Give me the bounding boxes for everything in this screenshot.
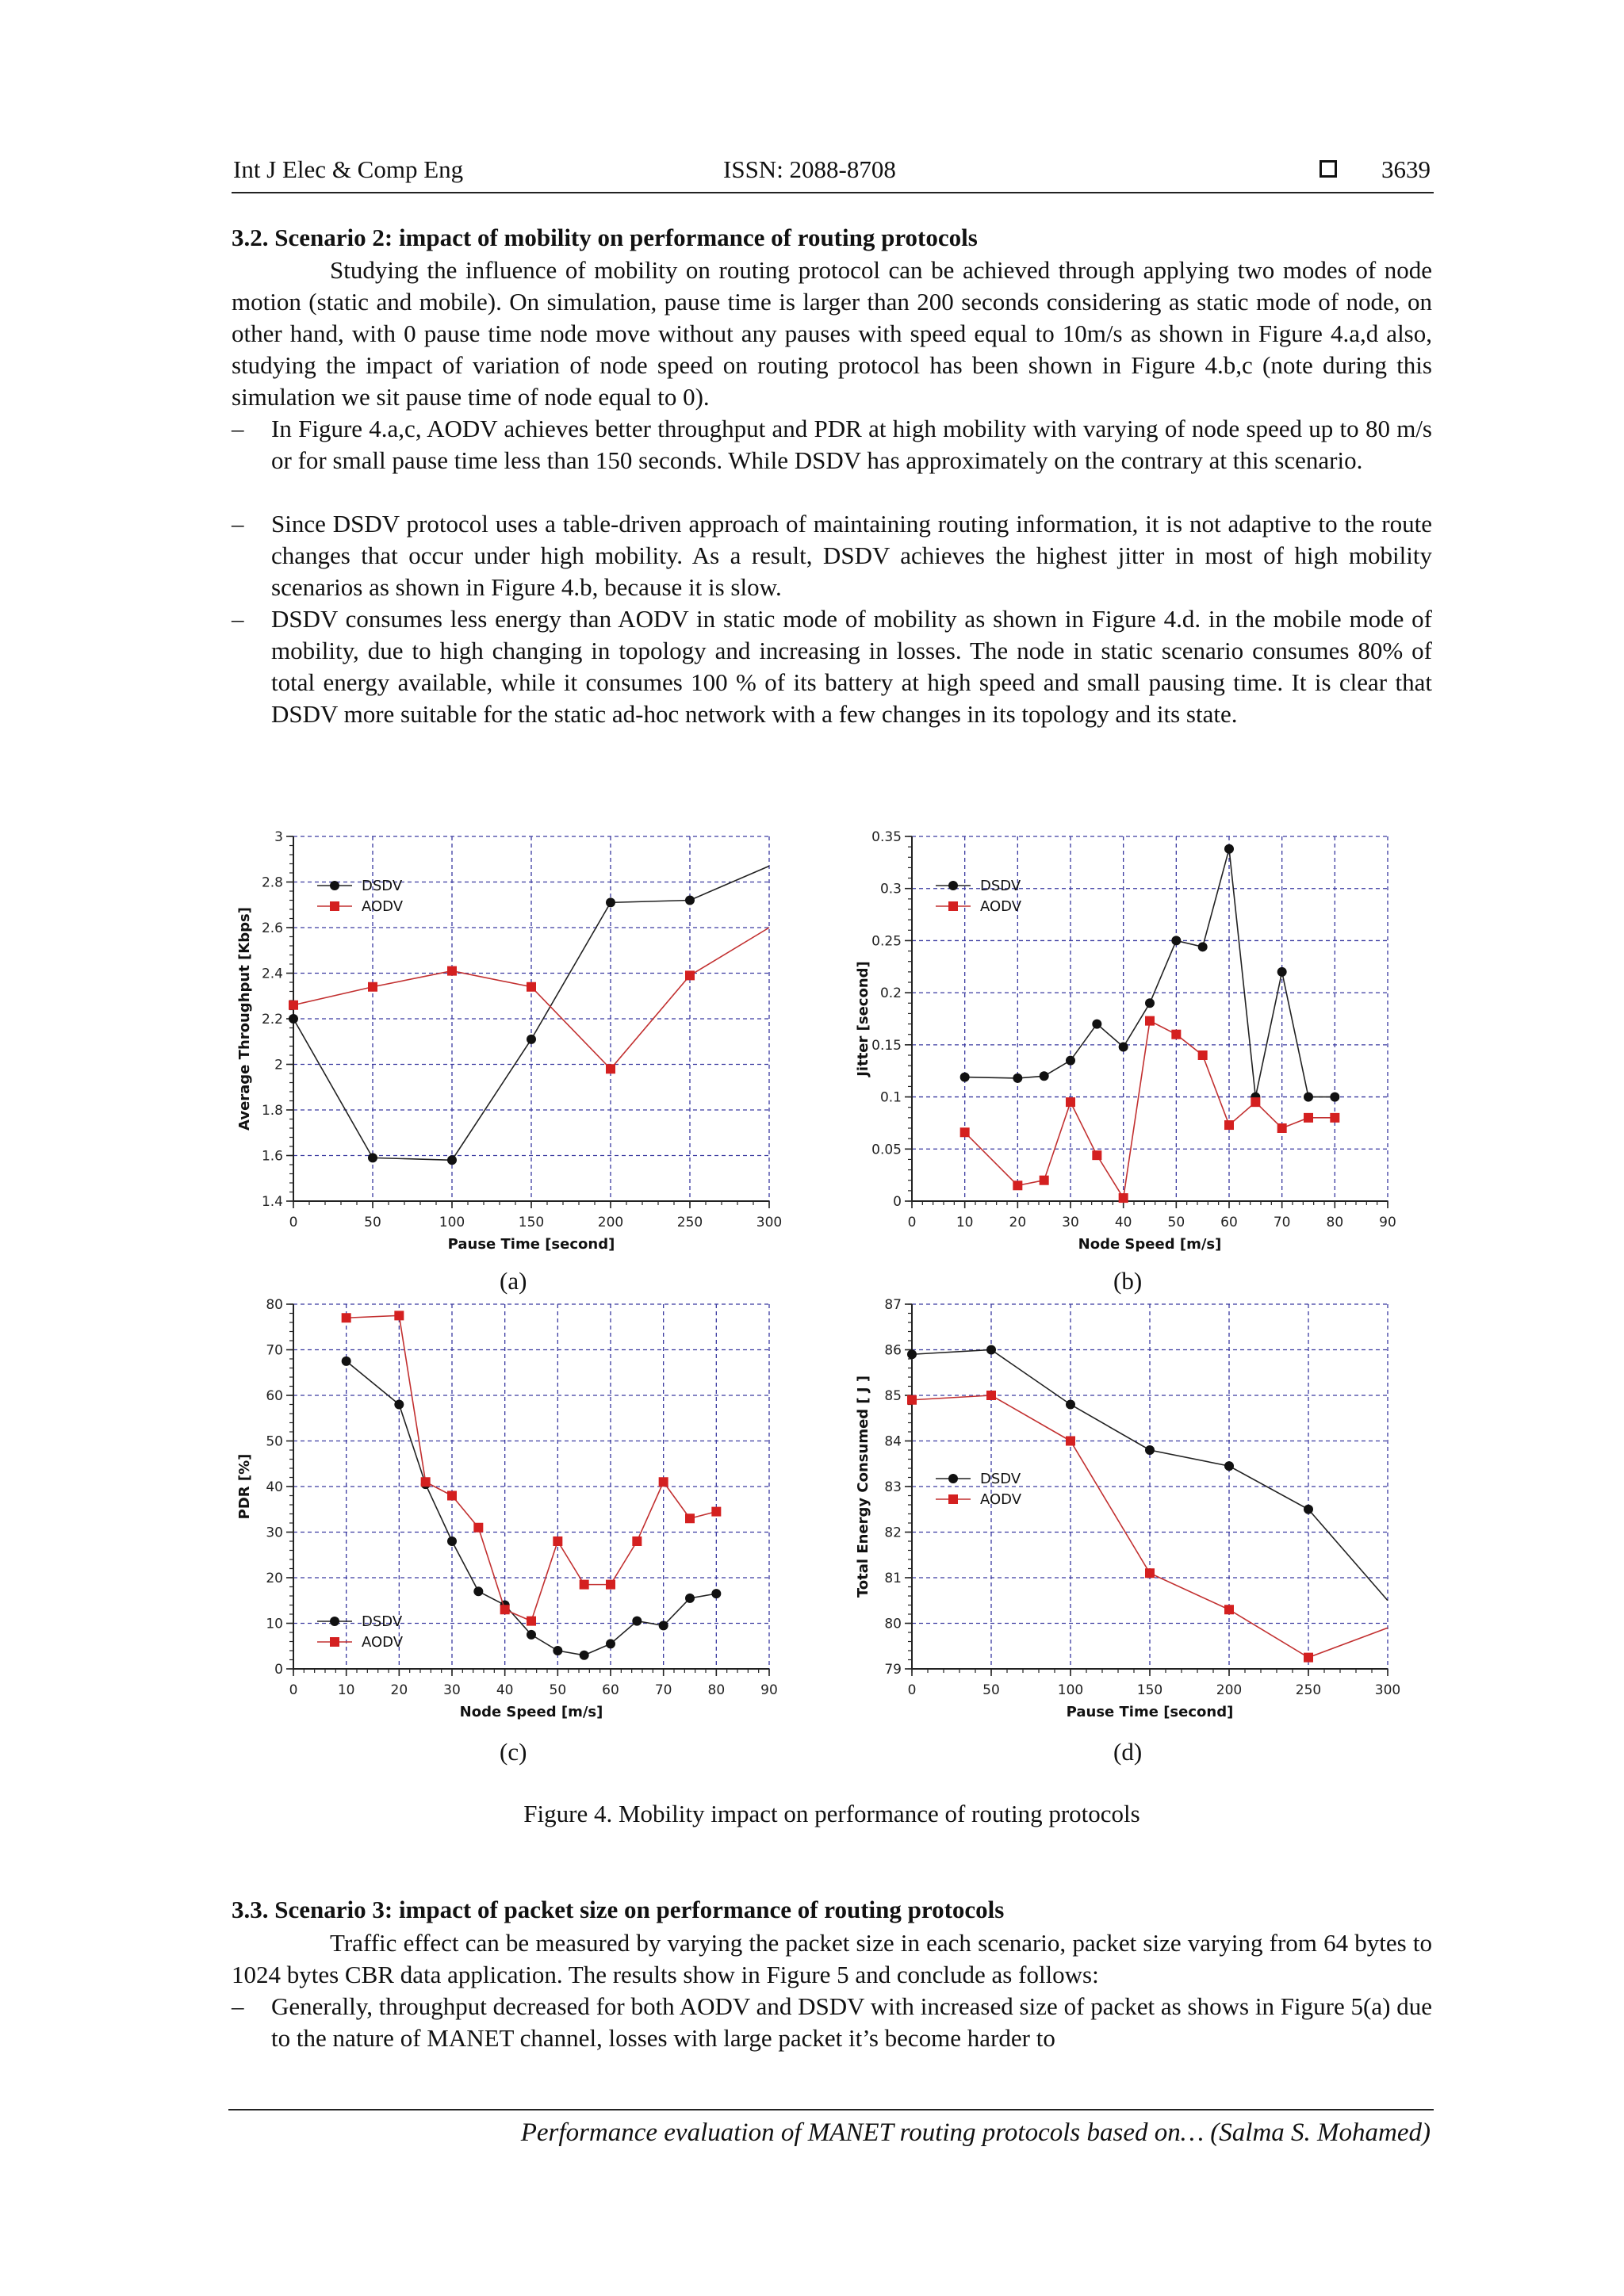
figure-caption: Figure 4. Mobility impact on performance of routing protocols — [523, 1800, 1140, 1827]
x-tick-label: 150 — [1136, 1682, 1163, 1698]
y-tick-label: 81 — [884, 1571, 902, 1586]
running-header — [232, 155, 1434, 193]
legend-label: AODV — [980, 1491, 1022, 1508]
data-point-dsdv — [289, 1014, 298, 1024]
data-point-dsdv — [447, 1155, 457, 1165]
x-tick-label: 200 — [1216, 1682, 1243, 1698]
subfigure-label-a: (a) — [500, 1267, 527, 1295]
x-tick-label: 0 — [907, 1215, 917, 1230]
x-axis-title: Pause Time [second] — [447, 1236, 615, 1253]
data-point-aodv — [1119, 1193, 1128, 1203]
data-point-dsdv — [685, 896, 695, 905]
data-point-aodv — [632, 1536, 642, 1546]
legend-label: DSDV — [980, 1471, 1021, 1487]
y-tick-label: 0.1 — [879, 1089, 902, 1106]
data-point-dsdv — [1040, 1071, 1049, 1081]
x-tick-label: 50 — [549, 1682, 567, 1698]
data-point-aodv — [1066, 1437, 1075, 1446]
data-point-aodv — [289, 1001, 298, 1010]
data-point-aodv — [1092, 1150, 1101, 1160]
data-point-aodv — [960, 1127, 970, 1137]
y-tick-label: 0.25 — [871, 933, 902, 950]
legend-marker — [330, 901, 339, 911]
y-tick-label: 0.3 — [879, 881, 902, 897]
chart-c — [230, 1292, 801, 1736]
x-tick-label: 20 — [390, 1682, 408, 1698]
y-tick-label: 0.15 — [871, 1037, 902, 1054]
y-tick-label: 79 — [884, 1662, 902, 1678]
series-line-aodv — [347, 1315, 717, 1621]
legend-marker — [330, 1617, 339, 1626]
data-point-dsdv — [685, 1594, 695, 1603]
data-point-dsdv — [907, 1349, 917, 1359]
y-tick-label: 84 — [884, 1433, 902, 1450]
y-tick-label: 40 — [266, 1479, 283, 1495]
data-point-aodv — [1013, 1181, 1022, 1190]
y-tick-label: 2.8 — [261, 874, 283, 891]
page-number: 3639 — [1381, 155, 1431, 183]
data-point-dsdv — [1304, 1093, 1313, 1102]
data-point-aodv — [1145, 1016, 1155, 1026]
x-tick-label: 250 — [676, 1215, 703, 1230]
legend-marker — [948, 901, 958, 911]
data-point-dsdv — [632, 1617, 642, 1626]
data-point-aodv — [447, 966, 457, 976]
y-tick-label: 10 — [266, 1616, 283, 1632]
subfigure-label-c: (c) — [500, 1738, 527, 1766]
data-point-aodv — [1251, 1097, 1260, 1107]
y-tick-label: 70 — [266, 1342, 283, 1359]
data-point-aodv — [527, 982, 536, 992]
square-icon — [1320, 160, 1337, 178]
data-point-dsdv — [606, 897, 615, 907]
data-point-dsdv — [368, 1153, 377, 1162]
y-tick-label: 1.6 — [261, 1148, 283, 1165]
x-tick-label: 10 — [956, 1215, 974, 1230]
x-tick-label: 80 — [707, 1682, 726, 1698]
x-tick-label: 60 — [1220, 1215, 1238, 1230]
data-point-dsdv — [606, 1639, 615, 1648]
bullet-item: – Since DSDV protocol uses a table-driven approach of maintaining routing information, it is not adaptive to the route changes that occur under high mobility. As a result, DSDV achieves the highest jitter in most of high mobility scenarios as shown in Figure 4.b, because it is slow. — [232, 510, 1432, 601]
y-tick-label: 82 — [884, 1525, 902, 1541]
data-point-dsdv — [986, 1345, 996, 1355]
footer-text: Performance evaluation of MANET routing protocols based on… (Salma S. Mohamed) — [520, 2118, 1431, 2147]
data-point-aodv — [1224, 1120, 1234, 1130]
legend-marker — [948, 1494, 958, 1504]
section-3-2-paragraph: Studying the influence of mobility on routing protocol can be achieved through applying two modes of node motion (static and mobile). On simulation, pause time is larger than 200 seconds considering as static mode of node, on other hand, with 0 pause time node move without any pauses with speed equal to 10m/s as shown in Figure 4.a,d also, studying the impact of variation of node speed on routing protocol has been shown in Figure 4.b,c (note during this simulation we sit pause time of node equal to 0). — [232, 256, 1432, 411]
legend-marker — [330, 881, 339, 890]
data-point-aodv — [606, 1580, 615, 1590]
data-point-aodv — [1040, 1176, 1049, 1185]
y-tick-label: 2.2 — [261, 1012, 283, 1027]
legend-marker — [948, 881, 958, 890]
y-tick-label: 20 — [266, 1571, 283, 1586]
legend-marker — [948, 1474, 958, 1483]
data-point-dsdv — [960, 1073, 970, 1082]
y-axis-title: Total Energy Consumed [ J ] — [855, 1375, 871, 1598]
y-axis-title: Jitter [second] — [855, 961, 871, 1077]
y-tick-label: 1.8 — [261, 1103, 283, 1119]
running-footer — [228, 2109, 1434, 2147]
data-point-aodv — [421, 1477, 431, 1487]
chart-d — [848, 1292, 1419, 1736]
data-point-aodv — [685, 1513, 695, 1523]
data-point-aodv — [1145, 1568, 1155, 1578]
x-tick-label: 100 — [1057, 1682, 1084, 1698]
section-3-3-paragraph: Traffic effect can be measured by varying the packet size in each scenario, packet size varying from 64 bytes to 1024 bytes CBR data application. The results show in Figure 5 and conclude as follows: — [232, 1929, 1432, 1988]
data-point-aodv — [1330, 1113, 1339, 1123]
data-point-aodv — [1066, 1097, 1075, 1107]
x-tick-label: 30 — [1062, 1215, 1079, 1230]
data-point-dsdv — [1119, 1042, 1128, 1051]
data-point-dsdv — [1145, 1445, 1155, 1455]
x-tick-label: 10 — [337, 1682, 355, 1698]
x-tick-label: 70 — [654, 1682, 672, 1698]
data-point-aodv — [1277, 1123, 1287, 1133]
y-tick-label: 0 — [274, 1662, 283, 1678]
y-tick-label: 2.6 — [261, 920, 283, 936]
data-point-aodv — [553, 1536, 562, 1546]
x-tick-label: 50 — [364, 1215, 381, 1230]
data-point-dsdv — [447, 1536, 457, 1546]
y-tick-label: 50 — [266, 1433, 283, 1450]
y-tick-label: 2.4 — [261, 966, 283, 982]
data-point-dsdv — [1145, 998, 1155, 1008]
legend-label: AODV — [362, 898, 404, 915]
y-tick-label: 60 — [266, 1388, 283, 1404]
data-point-aodv — [473, 1523, 483, 1533]
chart-b — [848, 825, 1419, 1269]
legend-label: DSDV — [362, 1613, 403, 1630]
data-point-dsdv — [527, 1630, 536, 1640]
section-3-2-title: 3.2. Scenario 2: impact of mobility on performance of routing protocols — [232, 224, 978, 251]
data-point-aodv — [1304, 1653, 1313, 1663]
y-tick-label: 83 — [884, 1479, 902, 1495]
y-tick-label: 0.2 — [879, 985, 902, 1002]
x-axis-title: Node Speed [m/s] — [459, 1704, 603, 1720]
x-tick-label: 90 — [760, 1682, 778, 1698]
y-tick-label: 0.35 — [871, 829, 902, 845]
y-tick-label: 2 — [274, 1057, 283, 1073]
x-tick-label: 300 — [1374, 1682, 1401, 1698]
x-axis-title: Pause Time [second] — [1066, 1704, 1234, 1720]
data-point-dsdv — [1224, 1461, 1234, 1471]
data-point-aodv — [986, 1391, 996, 1400]
data-point-dsdv — [1171, 936, 1181, 945]
data-point-aodv — [394, 1311, 404, 1320]
section-3-3-title: 3.3. Scenario 3: impact of packet size on performance of routing protocols — [232, 1896, 1005, 1923]
data-point-aodv — [1171, 1030, 1181, 1039]
data-point-aodv — [368, 982, 377, 992]
data-point-dsdv — [580, 1651, 589, 1660]
x-tick-label: 30 — [443, 1682, 461, 1698]
y-tick-label: 1.4 — [261, 1194, 283, 1210]
y-tick-label: 87 — [884, 1297, 902, 1313]
data-point-aodv — [685, 970, 695, 980]
data-point-aodv — [1198, 1050, 1208, 1060]
data-point-dsdv — [527, 1035, 536, 1044]
x-tick-label: 70 — [1273, 1215, 1291, 1230]
data-point-aodv — [659, 1477, 668, 1487]
data-point-dsdv — [342, 1357, 351, 1366]
legend-label: DSDV — [362, 878, 403, 894]
data-point-aodv — [500, 1605, 510, 1614]
legend-label: DSDV — [980, 878, 1021, 894]
x-tick-label: 80 — [1326, 1215, 1344, 1230]
data-point-dsdv — [711, 1589, 721, 1598]
x-tick-label: 200 — [597, 1215, 624, 1230]
series-line-aodv — [965, 1021, 1335, 1198]
x-tick-label: 40 — [1114, 1215, 1132, 1230]
x-tick-label: 0 — [907, 1682, 917, 1698]
data-point-aodv — [711, 1507, 721, 1517]
x-tick-label: 40 — [496, 1682, 514, 1698]
y-tick-label: 30 — [266, 1525, 283, 1541]
bullet-item: – In Figure 4.a,c, AODV achieves better throughput and PDR at high mobility with varying of node speed up to 80 m/s or for small pause time less than 150 seconds. While DSDV has approximately on the contrary at this scenario. — [232, 415, 1432, 474]
y-tick-label: 3 — [274, 829, 283, 845]
data-point-dsdv — [1277, 967, 1287, 977]
subfigure-label-b: (b) — [1113, 1267, 1143, 1295]
y-tick-label: 80 — [266, 1297, 283, 1313]
data-point-aodv — [1224, 1605, 1234, 1614]
x-axis-title: Node Speed [m/s] — [1078, 1236, 1222, 1253]
x-tick-label: 20 — [1009, 1215, 1027, 1230]
y-tick-label: 85 — [884, 1388, 902, 1404]
data-point-aodv — [907, 1395, 917, 1405]
series-line-aodv — [293, 928, 769, 1069]
journal-name: Int J Elec & Comp Eng — [233, 155, 464, 183]
y-tick-label: 0.05 — [871, 1142, 902, 1158]
legend-marker — [330, 1637, 339, 1647]
x-tick-label: 300 — [756, 1215, 783, 1230]
y-tick-label: 0 — [893, 1194, 902, 1210]
data-point-dsdv — [1092, 1020, 1101, 1029]
data-point-aodv — [606, 1064, 615, 1073]
data-point-dsdv — [1224, 844, 1234, 854]
data-point-dsdv — [1066, 1056, 1075, 1066]
data-point-aodv — [1304, 1113, 1313, 1123]
bullet-item: – Generally, throughput decreased for both AODV and DSDV with increased size of packet as shows in Figure 5(a) due to the nature of MANET channel, losses with large packet it’s become harder to — [232, 1992, 1432, 2052]
data-point-dsdv — [1013, 1073, 1022, 1083]
x-tick-label: 150 — [518, 1215, 545, 1230]
x-tick-label: 0 — [289, 1215, 298, 1230]
data-point-dsdv — [473, 1586, 483, 1596]
x-tick-label: 50 — [1167, 1215, 1185, 1230]
data-point-aodv — [580, 1580, 589, 1590]
data-point-dsdv — [1330, 1093, 1339, 1102]
data-point-aodv — [447, 1491, 457, 1501]
legend-label: AODV — [980, 898, 1022, 915]
data-point-dsdv — [394, 1400, 404, 1410]
x-tick-label: 50 — [982, 1682, 1000, 1698]
data-point-dsdv — [1304, 1505, 1313, 1514]
data-point-dsdv — [553, 1646, 562, 1655]
x-tick-label: 0 — [289, 1682, 298, 1698]
data-point-dsdv — [659, 1621, 668, 1630]
x-tick-label: 90 — [1379, 1215, 1396, 1230]
data-point-dsdv — [1198, 942, 1208, 951]
x-tick-label: 60 — [602, 1682, 619, 1698]
y-tick-label: 80 — [884, 1616, 902, 1632]
subfigure-label-d: (d) — [1113, 1738, 1143, 1766]
y-tick-label: 86 — [884, 1342, 902, 1359]
data-point-aodv — [527, 1617, 536, 1626]
data-point-dsdv — [1066, 1400, 1075, 1410]
y-axis-title: Average Throughput [Kbps] — [236, 907, 253, 1131]
data-point-aodv — [342, 1313, 351, 1322]
y-axis-title: PDR [%] — [236, 1453, 253, 1520]
issn: ISSN: 2088-8708 — [723, 155, 896, 183]
bullet-item: – DSDV consumes less energy than AODV in static mode of mobility as shown in Figure 4.d. in the mobile mode of mobility, due to high changing in topology and increasing in losses. The node in static scenario consumes 80% of total energy available, while it consumes 100 % of its battery at high speed and small pausing time. It is clear that DSDV more suitable for the static ad-hoc network with a few changes in its topology and its state. — [232, 605, 1432, 728]
chart-a — [230, 825, 801, 1269]
x-tick-label: 100 — [439, 1215, 465, 1230]
x-tick-label: 250 — [1295, 1682, 1322, 1698]
legend-label: AODV — [362, 1634, 404, 1651]
